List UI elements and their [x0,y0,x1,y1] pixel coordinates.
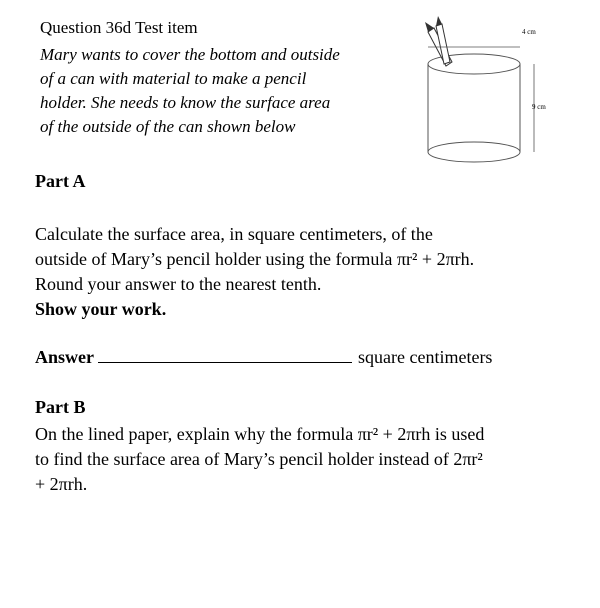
intro-line: of the outside of the can shown below [40,117,296,136]
part-b-line [35,447,575,472]
part-a-line: Calculate the surface area, in square centimeters, of the [35,224,433,244]
answer-unit: square centimeters [358,347,493,367]
height-label: 9 cm [532,103,546,111]
answer-blank[interactable] [98,346,352,363]
part-b-formula: 2πr² [453,449,483,469]
answer-row [35,346,492,368]
intro-line: of a can with material to make a pencil [40,69,307,88]
part-a-body [35,222,575,322]
part-b-body [35,422,575,497]
diameter-label: 4 cm [522,28,536,36]
question-title: Question 36d Test item [40,18,198,37]
part-b-heading: Part B [35,397,86,417]
part-b-line: + 2πrh. [35,474,88,494]
part-b-formula: πr² + 2πrh [357,424,431,444]
part-a-line-text: outside of Mary’s pencil holder using the formula [35,249,397,269]
show-work-instruction: Show your work. [35,299,167,319]
intro-line: holder. She needs to know the surface area [40,93,331,112]
intro-line: Mary wants to cover the bottom and outside [40,45,340,64]
part-b-line-text: On the lined paper, explain why the formula [35,424,358,444]
pencil-holder-figure [420,14,550,164]
part-a-line: Round your answer to the nearest tenth. [35,274,322,294]
part-b-line [35,422,575,447]
part-a-heading: Part A [35,171,86,191]
part-a-line [35,247,575,272]
question-intro [40,43,400,139]
part-a-formula: πr² + 2πrh. [396,249,475,269]
part-b-line-text: is used [430,424,485,444]
part-b-line-text: to find the surface area of Mary’s pencil holder instead of [35,449,454,469]
answer-label: Answer [35,347,94,367]
can-bottom [428,142,520,162]
